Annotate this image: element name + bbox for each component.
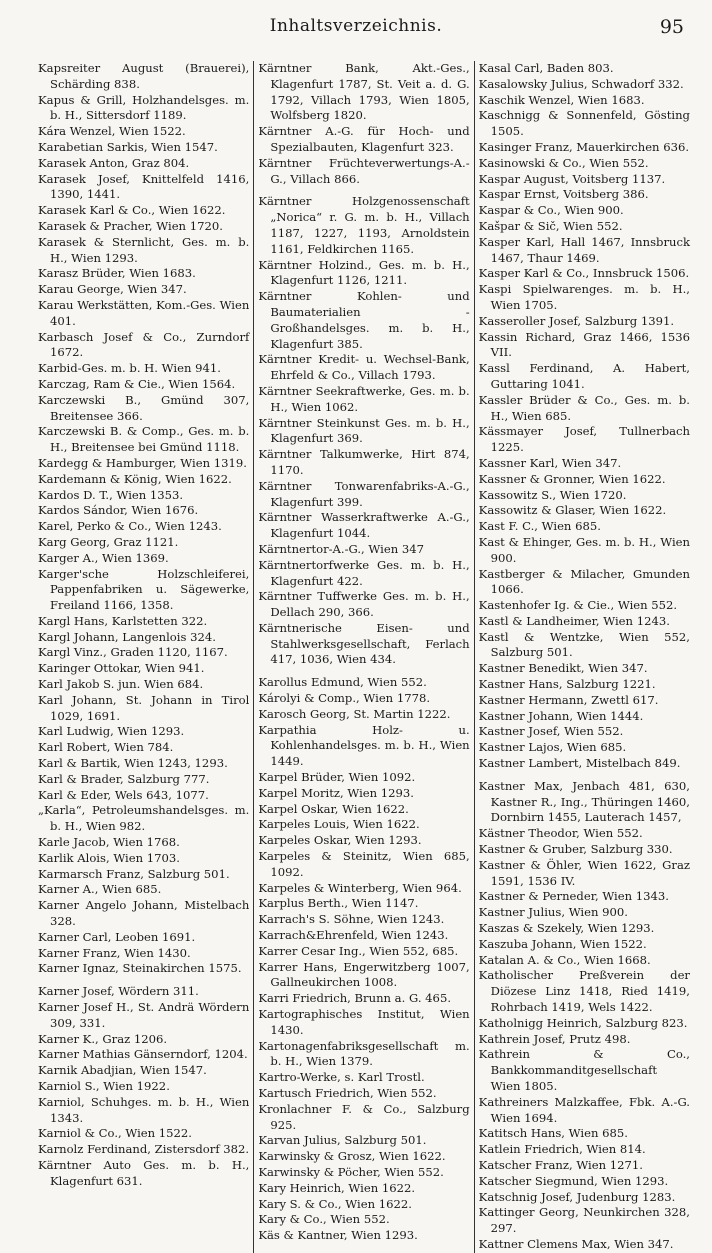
index-entry: Karau Werkstätten, Kom.-Ges. Wien 401. <box>38 297 250 328</box>
index-entry: Kastner Josef, Wien 552. <box>478 724 624 739</box>
index-entry: Kastner Lambert, Mistelbach 849. <box>478 756 681 771</box>
index-entry: Kattner Clemens Max, Wien 347. <box>478 1236 674 1251</box>
index-entry: Karbasch Josef & Co., Zurndorf 1672. <box>38 329 250 360</box>
index-entry: Kronlachner F. & Co., Salzburg 925. <box>258 1101 470 1132</box>
index-entry: Katlein Friedrich, Wien 814. <box>478 1142 646 1157</box>
index-entry: Kathrein & Co., Bankkommanditgesellschaft Wien 1805. <box>478 1047 690 1093</box>
index-entry: Kastner & Öhler, Wien 1622, Graz 1591, 1536 IV. <box>478 857 690 888</box>
index-entry: Karpeles & Steinitz, Wien 685, 1092. <box>258 849 470 879</box>
index-entry: Karabetian Sarkis, Wien 1547. <box>38 139 218 154</box>
index-entry: Kaszuba Johann, Wien 1522. <box>478 936 647 951</box>
page-number: 95 <box>659 16 684 38</box>
index-entry: Kary S. & Co., Wien 1622. <box>258 1196 412 1211</box>
index-entry: Karniol S., Wien 1922. <box>38 1079 170 1093</box>
index-entry: Kardos Sándor, Wien 1676. <box>38 503 199 518</box>
index-entry: Karner Angelo Johann, Mistelbach 328. <box>38 898 250 929</box>
index-entry: Katholischer Preßverein der Diözese Linz 1418, Ried 1419, Rohrbach 1419, Wels 1422. <box>478 968 690 1015</box>
index-entry: Kassler Brüder & Co., Ges. m. b. H., Wien 685. <box>478 392 690 423</box>
index-entry: Kastl & Landheimer, Wien 1243. <box>478 613 670 628</box>
index-entry: Karwinsky & Pöcher, Wien 552. <box>258 1164 444 1179</box>
index-entry: Kärntnertor-A.-G., Wien 347 <box>258 541 424 556</box>
index-entry: Katholnigg Heinrich, Salzburg 823. <box>478 1015 688 1030</box>
index-entry: Katitsch Hans, Wien 685. <box>478 1126 628 1141</box>
index-entry: Karasek Karl & Co., Wien 1622. <box>38 203 226 218</box>
index-entry: Karel, Perko & Co., Wien 1243. <box>38 519 222 534</box>
page-header <box>0 16 712 42</box>
index-entry: Karl & Bartik, Wien 1243, 1293. <box>38 756 228 771</box>
index-entry: Kassowitz S., Wien 1720. <box>478 487 627 502</box>
index-entry: Kärntner Auto Ges. m. b. H., Klagenfurt 631. <box>38 1157 250 1188</box>
index-entry: Kaspi Spielwarenges. m. b. H., Wien 1705. <box>478 282 690 312</box>
index-entry: Kaspar August, Voitsberg 1137. <box>478 171 666 186</box>
index-entry: Kattinger Georg, Neunkirchen 328, 297. <box>478 1205 690 1236</box>
index-entry: Kartro-Werke, s. Karl Trostl. <box>258 1070 425 1085</box>
index-entry: Kärntner Seekraftwerke, Ges. m. b. H., Wien 1062. <box>258 383 470 414</box>
index-entry: Kastner Lajos, Wien 685. <box>478 740 627 755</box>
index-entry: Karner Franz, Wien 1430. <box>38 945 191 960</box>
index-entry: Karczag, Ram & Cie., Wien 1564. <box>38 376 236 391</box>
index-column-3 <box>474 61 694 1253</box>
index-entry: Kasinger Franz, Mauerkirchen 636. <box>478 139 690 154</box>
index-entry: Karasz Brüder, Wien 1683. <box>38 266 196 281</box>
index-entry: Kargl Vinz., Graden 1120, 1167. <box>38 645 228 660</box>
index-entry: Karner Mathias Gänserndorf, 1204. <box>38 1047 248 1062</box>
index-entry: Karner Ignaz, Steinakirchen 1575. <box>38 961 242 976</box>
index-entry: Katschnig Josef, Judenburg 1283. <box>478 1189 676 1204</box>
index-entry: Kaschik Wenzel, Wien 1683. <box>478 92 645 107</box>
index-entry: Kastner Julius, Wien 900. <box>478 905 628 920</box>
index-entry: Kapsreiter August (Brauerei), Schärding 838. <box>38 61 250 91</box>
index-entry: Kathrein Josef, Prutz 498. <box>478 1031 631 1046</box>
index-entry: Kasper Karl & Co., Innsbruck 1506. <box>478 266 690 281</box>
index-entry: Kast F. C., Wien 685. <box>478 519 601 534</box>
index-entry: Kärntner Wasserkraftwerke A.-G., Klagenfurt 1044. <box>258 510 470 541</box>
index-entry: Kärntner Talkumwerke, Hirt 874, 1170. <box>258 447 470 477</box>
index-entry: Kastberger & Milacher, Gmunden 1066. <box>478 566 690 597</box>
index-entry: Kartographisches Institut, Wien 1430. <box>258 1007 470 1037</box>
index-entry: Kargl Hans, Karlstetten 322. <box>38 613 208 628</box>
index-entry: Kärntner Tonwarenfabriks-A.-G., Klagenfurt 399. <box>258 478 470 509</box>
index-entry: Kasinowski & Co., Wien 552. <box>478 155 649 170</box>
index-entry: Karrach's S. Söhne, Wien 1243. <box>258 912 445 927</box>
index-entry: „Karla“, Petroleumshandelsges. m. b. H., Wien 982. <box>38 803 250 834</box>
index-entry: Karner Carl, Leoben 1691. <box>38 929 196 944</box>
index-entry: Kärntner Holzgenossenschaft „Norica“ r. G. m. b. H., Villach 1187, 1227, 1193, Arnoldstein 1161, Feldkirchen 1165. <box>258 194 470 256</box>
index-entry: Károlyi & Comp., Wien 1778. <box>258 691 431 706</box>
entry-gap <box>479 772 690 779</box>
index-entry: Karnolz Ferdinand, Zistersdorf 382. <box>38 1142 250 1157</box>
index-entry: Karnik Abadjian, Wien 1547. <box>38 1063 207 1078</box>
index-entry: Kastner Johann, Wien 1444. <box>478 708 644 723</box>
index-entry: Kaspar & Co., Wien 900. <box>478 203 624 218</box>
index-entry: Karasek Josef, Knittelfeld 1416, 1390, 1441. <box>38 171 250 202</box>
index-entry: Kary Heinrich, Wien 1622. <box>258 1180 416 1195</box>
index-entry: Karniol & Co., Wien 1522. <box>38 1126 192 1141</box>
index-entry: Karl & Eder, Wels 643, 1077. <box>38 787 209 802</box>
index-entry: Karmarsch Franz, Salzburg 501. <box>38 866 230 881</box>
index-entry: Kassl Ferdinand, A. Habert, Guttaring 1041. <box>478 361 690 391</box>
index-entry: Kärntner Bank, Akt.-Ges., Klagenfurt 1787, St. Veit a. d. G. 1792, Villach 1793, Wien 1805, Wolfsberg 1820. <box>258 61 470 123</box>
index-entry: Kargl Johann, Langenlois 324. <box>38 629 216 644</box>
index-entry: Karger'sche Holzschleiferei, Pappenfabriken u. Sägewerke, Freiland 1166, 1358. <box>38 566 250 613</box>
index-entry: Kastner & Gruber, Salzburg 330. <box>478 842 673 857</box>
index-entry: Karczewski B. & Comp., Ges. m. b. H., Breitensee bei Gmünd 1118. <box>38 424 250 455</box>
index-entry: Karl Robert, Wien 784. <box>38 740 174 755</box>
index-entry: Kastner Max, Jenbach 481, 630, Kastner R., Ing., Thüringen 1460, Dornbirn 1455, Lauterach 1457, <box>478 778 690 825</box>
index-entry: Karg Georg, Graz 1121. <box>38 534 179 549</box>
index-entry: Kardemann & König, Wien 1622. <box>38 471 232 486</box>
index-entry: Kathreiners Malzkaffee, Fbk. A.-G. Wien 1694. <box>478 1094 690 1125</box>
index-entry: Kärntner Früchteverwertungs-A.-G., Villach 866. <box>258 155 470 186</box>
index-entry: Karl Jakob S. jun. Wien 684. <box>38 677 204 692</box>
index-entry: Karrer Hans, Engerwitzberg 1007, Gallneukirchen 1008. <box>258 959 470 990</box>
index-entry: Karpathia Holz- u. Kohlenhandelsges. m. b. H., Wien 1449. <box>258 722 470 769</box>
index-entry: Kärntner Kohlen- und Baumaterialien - Großhandelsges. m. b. H., Klagenfurt 385. <box>258 289 470 351</box>
index-entry: Kary & Co., Wien 552. <box>258 1212 390 1227</box>
index-entry: Kärntner A.-G. für Hoch- und Spezialbauten, Klagenfurt 323. <box>258 124 470 154</box>
index-entry: Kaszas & Szekely, Wien 1293. <box>478 921 655 936</box>
index-entry: Katalan A. & Co., Wien 1668. <box>478 952 651 967</box>
index-entry: Kardegg & Hamburger, Wien 1319. <box>38 455 247 470</box>
index-entry: Kastl & Wentzke, Wien 552, Salzburg 501. <box>478 629 690 660</box>
index-entry: Karger A., Wien 1369. <box>38 550 169 565</box>
index-entry: Kärntner Steinkunst Ges. m. b. H., Klagenfurt 369. <box>258 415 470 446</box>
index-entry: Karczewski B., Gmünd 307, Breitensee 366. <box>38 392 250 423</box>
index-entry: Kasper Karl, Hall 1467, Innsbruck 1467, Thaur 1469. <box>478 234 690 265</box>
index-entry: Karl Johann, St. Johann in Tirol 1029, 1691. <box>38 692 250 723</box>
index-entry: Karniol, Schuhges. m. b. H., Wien 1343. <box>38 1094 250 1125</box>
index-entry: Kára Wenzel, Wien 1522. <box>38 124 186 139</box>
index-entry: Karbid-Ges. m. b. H. Wien 941. <box>38 361 221 376</box>
index-entry: Kardos D. T., Wien 1353. <box>38 487 184 502</box>
index-entry: Kasalowsky Julius, Schwadorf 332. <box>478 76 684 91</box>
index-entry: Kastenhofer Ig. & Cie., Wien 552. <box>478 598 678 613</box>
index-entry: Karasek Anton, Graz 804. <box>38 155 190 170</box>
index-entry: Karpeles Oskar, Wien 1293. <box>258 833 422 848</box>
index-entry: Kärntnerische Eisen- und Stahlwerksgesellschaft, Ferlach 417, 1036, Wien 434. <box>258 620 470 667</box>
index-entry: Kassner & Gronner, Wien 1622. <box>478 471 666 486</box>
index-entry: Karosch Georg, St. Martin 1222. <box>258 706 451 721</box>
index-entry: Kašpar & Sič, Wien 552. <box>478 218 623 233</box>
index-column-2 <box>253 61 473 1253</box>
index-entry: Kast & Ehinger, Ges. m. b. H., Wien 900. <box>478 534 690 565</box>
index-entry: Karrach&Ehrenfeld, Wien 1243. <box>258 928 449 943</box>
index-entry: Katscher Siegmund, Wien 1293. <box>478 1173 669 1188</box>
index-entry: Kässmayer Josef, Tullnerbach 1225. <box>478 424 690 455</box>
index-entry: Karvan Julius, Salzburg 501. <box>258 1133 427 1148</box>
index-entry: Karwinsky & Grosz, Wien 1622. <box>258 1149 446 1164</box>
index-entry: Kastner Hermann, Zwettl 617. <box>478 692 659 707</box>
index-entry: Karinger Ottokar, Wien 941. <box>38 661 205 676</box>
page-title: Inhaltsverzeichnis. <box>269 16 443 36</box>
index-entry: Karl Ludwig, Wien 1293. <box>38 724 185 739</box>
index-entry: Karle Jacob, Wien 1768. <box>38 835 180 850</box>
index-entry: Karau George, Wien 347. <box>38 282 187 297</box>
index-entry: Kastner Benedikt, Wien 347. <box>478 661 648 676</box>
index-entry: Kassowitz & Glaser, Wien 1622. <box>478 503 667 518</box>
index-entry: Kaschnigg & Sonnenfeld, Gösting 1505. <box>478 108 690 139</box>
index-column-1 <box>34 61 253 1253</box>
index-entry: Kärntner Tuffwerke Ges. m. b. H., Dellach 290, 366. <box>258 589 470 620</box>
index-entry: Karpel Brüder, Wien 1092. <box>258 770 416 785</box>
index-entry: Karollus Edmund, Wien 552. <box>258 675 427 690</box>
index-entry: Kasseroller Josef, Salzburg 1391. <box>478 313 675 328</box>
index-entry: Karner A., Wien 685. <box>38 882 162 897</box>
index-entry: Karpel Oskar, Wien 1622. <box>258 801 409 816</box>
index-entry: Kastner Hans, Salzburg 1221. <box>478 677 656 692</box>
index-entry: Karlik Alois, Wien 1703. <box>38 850 180 865</box>
index-entry: Kärntnertorfwerke Ges. m. b. H., Klagenfurt 422. <box>258 557 470 588</box>
index-entry: Karplus Berth., Wien 1147. <box>258 896 419 911</box>
index-entry: Kästner Theodor, Wien 552. <box>478 826 643 841</box>
index-columns <box>34 61 694 1253</box>
index-entry: Karasek & Sternlicht, Ges. m. b. H., Wien 1293. <box>38 234 250 265</box>
entry-gap <box>258 668 469 675</box>
index-entry: Kaspar Ernst, Voitsberg 386. <box>478 187 649 202</box>
index-entry: Karpel Moritz, Wien 1293. <box>258 785 414 800</box>
index-entry: Kassner Karl, Wien 347. <box>478 455 622 470</box>
entry-gap <box>258 187 469 194</box>
index-entry: Karl & Brader, Salzburg 777. <box>38 771 210 786</box>
index-entry: Karri Friedrich, Brunn a. G. 465. <box>258 991 452 1006</box>
index-entry: Katscher Franz, Wien 1271. <box>478 1157 643 1172</box>
index-entry: Kasal Carl, Baden 803. <box>478 61 614 75</box>
index-entry: Karasek & Pracher, Wien 1720. <box>38 218 223 233</box>
index-entry: Kapus & Grill, Holzhandelsges. m. b. H., Sittersdorf 1189. <box>38 92 250 123</box>
index-entry: Karpeles Louis, Wien 1622. <box>258 817 420 832</box>
entry-gap <box>38 977 249 984</box>
index-entry: Kartusch Friedrich, Wien 552. <box>258 1086 437 1100</box>
index-entry: Karner Josef H., St. Andrä Wördern 309, 331. <box>38 1000 250 1030</box>
index-entry: Kärntner Holzind., Ges. m. b. H., Klagenfurt 1126, 1211. <box>258 257 470 288</box>
index-entry: Karner Josef, Wördern 311. <box>38 984 199 999</box>
index-entry: Karrer Cesar Ing., Wien 552, 685. <box>258 943 459 958</box>
index-entry: Kartonagenfabriksgesellschaft m. b. H., Wien 1379. <box>258 1038 470 1069</box>
index-entry: Karpeles & Winterberg, Wien 964. <box>258 880 462 895</box>
index-entry: Kassin Richard, Graz 1466, 1536 VII. <box>478 329 690 360</box>
index-entry: Kastner & Perneder, Wien 1343. <box>478 889 669 904</box>
index-entry: Karner K., Graz 1206. <box>38 1031 168 1046</box>
index-entry: Kärntner Kredit- u. Wechsel-Bank, Ehrfeld & Co., Villach 1793. <box>258 352 470 383</box>
index-entry: Käs & Kantner, Wien 1293. <box>258 1228 418 1243</box>
